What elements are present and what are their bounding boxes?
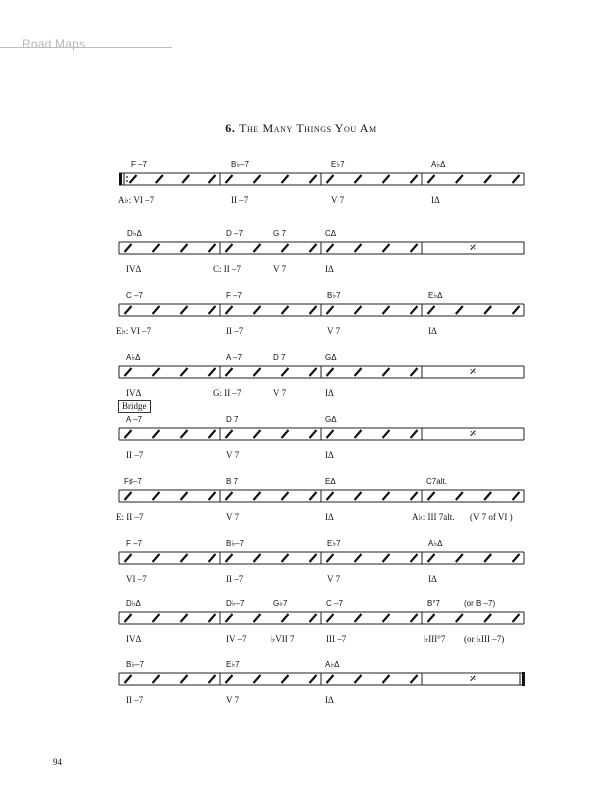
chord-symbol: A♭Δ — [325, 660, 340, 669]
slash-beat — [209, 554, 216, 562]
slash-beat — [383, 492, 390, 500]
roman-numeral: V 7 — [226, 512, 240, 522]
slash-beat — [355, 244, 362, 252]
slash-beat — [383, 614, 390, 622]
slash-beat — [428, 492, 435, 500]
slash-beat — [411, 675, 418, 683]
slash-beat — [181, 306, 188, 314]
chord-symbol: CΔ — [325, 229, 337, 238]
chord-symbol: D 7 — [226, 415, 239, 424]
chord-symbol: F♯–7 — [124, 477, 142, 486]
slash-beat — [181, 614, 188, 622]
slash-beat — [125, 675, 132, 683]
chord-symbol: G 7 — [273, 229, 286, 238]
roman-numeral: ♭III°7 — [424, 634, 446, 644]
chord-symbol: F –7 — [131, 160, 148, 169]
slash-beat — [428, 554, 435, 562]
slash-beat — [310, 554, 317, 562]
roman-numeral: V 7 — [226, 695, 240, 705]
slash-beat — [254, 492, 261, 500]
slash-beat — [411, 430, 418, 438]
staff-system-6 — [0, 477, 602, 527]
slash-beat — [153, 492, 160, 500]
roman-numeral-annotation: (V 7 of VI ) — [470, 512, 513, 522]
slash-beat — [310, 306, 317, 314]
slash-beat — [181, 492, 188, 500]
slash-beat — [182, 175, 189, 183]
roman-numeral: IV –7 — [226, 634, 247, 644]
roman-numeral: A♭: VI –7 — [118, 195, 155, 205]
slash-beat — [310, 614, 317, 622]
roman-numeral: IΔ — [325, 450, 334, 460]
slash-beat — [411, 368, 418, 376]
measure-repeat-sign: 𝄎 — [469, 241, 477, 256]
tune-title — [0, 121, 602, 136]
chord-symbol: GΔ — [325, 353, 337, 362]
chord-symbol: D 7 — [273, 353, 286, 362]
slash-beat — [428, 175, 435, 183]
chord-symbol: F –7 — [126, 539, 143, 548]
slash-beat — [153, 614, 160, 622]
slash-beat — [513, 554, 520, 562]
staff-system-5 — [0, 415, 602, 465]
slash-beat — [226, 244, 233, 252]
slash-beat — [125, 244, 132, 252]
slash-beat — [411, 554, 418, 562]
staff — [0, 229, 602, 279]
slash-beat — [254, 675, 261, 683]
slash-beat — [327, 306, 334, 314]
roman-numeral: V 7 — [331, 195, 345, 205]
slash-beat — [209, 306, 216, 314]
tune-name: The Many Things You Am — [239, 121, 377, 135]
slash-beat — [411, 306, 418, 314]
slash-beat — [254, 175, 261, 183]
slash-beat — [327, 175, 334, 183]
chord-symbol: B°7 — [427, 599, 440, 608]
slash-beat — [209, 430, 216, 438]
slash-beat — [254, 430, 261, 438]
roman-numeral: IΔ — [428, 574, 437, 584]
roman-numeral: V 7 — [327, 574, 341, 584]
slash-beat — [282, 368, 289, 376]
running-header: Road Maps — [22, 37, 86, 51]
page-number: 94 — [53, 757, 62, 767]
roman-numeral: II –7 — [226, 326, 244, 336]
slash-beat — [181, 244, 188, 252]
measure-repeat-sign: 𝄎 — [469, 427, 477, 442]
chord-symbol: B♭7 — [327, 291, 341, 300]
staff — [0, 660, 602, 710]
roman-numeral: G: II –7 — [213, 388, 242, 398]
tune-number: 6. — [225, 121, 236, 135]
staff — [0, 291, 602, 341]
slash-beat — [383, 306, 390, 314]
slash-beat — [383, 675, 390, 683]
roman-numeral: IVΔ — [126, 264, 142, 274]
chord-symbol: EΔ — [325, 477, 336, 486]
slash-beat — [383, 368, 390, 376]
slash-beat — [355, 554, 362, 562]
measure-repeat-sign: 𝄎 — [469, 672, 477, 687]
chord-symbol: F –7 — [226, 291, 243, 300]
slash-beat — [125, 492, 132, 500]
slash-beat — [254, 244, 261, 252]
slash-beat — [484, 175, 491, 183]
slash-beat — [484, 492, 491, 500]
roman-numeral: IΔ — [428, 326, 437, 336]
roman-numeral: IΔ — [325, 264, 334, 274]
chord-symbol: E♭7 — [226, 660, 240, 669]
slash-beat — [153, 244, 160, 252]
slash-beat — [153, 675, 160, 683]
roman-numeral: IΔ — [325, 512, 334, 522]
chord-symbol: D♭–7 — [226, 599, 245, 608]
slash-beat — [153, 368, 160, 376]
slash-beat — [156, 175, 163, 183]
staff-system-2 — [0, 229, 602, 279]
slash-beat — [327, 244, 334, 252]
roman-numeral: IVΔ — [126, 388, 142, 398]
roman-numeral: II –7 — [126, 695, 144, 705]
repeat-start-thick-bar — [119, 173, 122, 185]
slash-beat — [411, 175, 418, 183]
measure-repeat-sign: 𝄎 — [469, 365, 477, 380]
slash-beat — [226, 430, 233, 438]
staff-system-4 — [0, 353, 602, 403]
chord-symbol: A♭Δ — [431, 160, 446, 169]
slash-beat — [254, 368, 261, 376]
slash-beat — [310, 675, 317, 683]
slash-beat — [310, 368, 317, 376]
staff — [0, 353, 602, 403]
slash-beat — [456, 306, 463, 314]
chord-symbol: E♭Δ — [428, 291, 443, 300]
chord-symbol: B♭–7 — [231, 160, 250, 169]
slash-beat — [383, 554, 390, 562]
chord-symbol: B 7 — [226, 477, 239, 486]
slash-beat — [513, 492, 520, 500]
roman-numeral: II –7 — [231, 195, 249, 205]
chord-symbol: G♭7 — [273, 599, 288, 608]
slash-beat — [327, 554, 334, 562]
roman-numeral: IΔ — [325, 388, 334, 398]
slash-beat — [310, 492, 317, 500]
slash-beat — [428, 306, 435, 314]
slash-beat — [355, 675, 362, 683]
repeat-dot — [126, 180, 128, 182]
slash-beat — [484, 614, 491, 622]
roman-numeral: ♭VII 7 — [271, 634, 295, 644]
slash-beat — [226, 675, 233, 683]
roman-numeral: E: II –7 — [116, 512, 144, 522]
slash-beat — [327, 492, 334, 500]
roman-numeral: V 7 — [273, 388, 287, 398]
roman-numeral: IΔ — [325, 695, 334, 705]
slash-beat — [226, 554, 233, 562]
staff — [0, 539, 602, 589]
chord-symbol: A –7 — [226, 353, 243, 362]
slash-beat — [513, 614, 520, 622]
staff — [0, 415, 602, 465]
staff-system-3 — [0, 291, 602, 341]
roman-numeral: A♭: III 7alt. — [412, 512, 455, 522]
slash-beat — [153, 430, 160, 438]
chord-symbol: E♭7 — [331, 160, 345, 169]
final-thick-bar — [522, 672, 525, 686]
slash-beat — [355, 306, 362, 314]
slash-beat — [181, 675, 188, 683]
slash-beat — [226, 614, 233, 622]
slash-beat — [181, 430, 188, 438]
slash-beat — [282, 430, 289, 438]
slash-beat — [355, 430, 362, 438]
chord-symbol: B♭–7 — [126, 660, 145, 669]
slash-beat — [383, 244, 390, 252]
slash-beat — [181, 554, 188, 562]
roman-numeral: II –7 — [126, 450, 144, 460]
slash-beat — [125, 614, 132, 622]
slash-beat — [456, 492, 463, 500]
roman-numeral: V 7 — [327, 326, 341, 336]
slash-beat — [226, 175, 233, 183]
slash-beat — [310, 175, 317, 183]
chord-symbol: B♭–7 — [226, 539, 245, 548]
roman-numeral: VI –7 — [126, 574, 147, 584]
roman-numeral: IVΔ — [126, 634, 142, 644]
header-rule — [0, 47, 172, 48]
slash-beat — [282, 492, 289, 500]
slash-beat — [310, 430, 317, 438]
staff-system-7 — [0, 539, 602, 589]
slash-beat — [383, 175, 390, 183]
chord-symbol: D –7 — [226, 229, 243, 238]
slash-beat — [282, 244, 289, 252]
roman-numeral-alt: (or ♭III –7) — [464, 634, 505, 644]
slash-beat — [125, 306, 132, 314]
chord-symbol: D♭Δ — [126, 599, 141, 608]
chord-symbol: A –7 — [126, 415, 143, 424]
roman-numeral: E♭: VI –7 — [116, 326, 152, 336]
staff-system-1 — [0, 160, 602, 210]
slash-beat — [456, 175, 463, 183]
chord-symbol: A♭Δ — [428, 539, 443, 548]
slash-beat — [209, 614, 216, 622]
slash-beat — [310, 244, 317, 252]
slash-beat — [327, 614, 334, 622]
roman-numeral: V 7 — [273, 264, 287, 274]
slash-beat — [484, 306, 491, 314]
roman-numeral: III –7 — [326, 634, 347, 644]
slash-beat — [209, 244, 216, 252]
slash-beat — [355, 368, 362, 376]
chord-symbol: C –7 — [326, 599, 343, 608]
slash-beat — [153, 306, 160, 314]
chord-symbol: E♭7 — [327, 539, 341, 548]
staff — [0, 599, 602, 649]
slash-beat — [282, 554, 289, 562]
slash-beat — [153, 554, 160, 562]
slash-beat — [383, 430, 390, 438]
chord-symbol: D♭Δ — [127, 229, 142, 238]
slash-beat — [411, 614, 418, 622]
repeat-dot — [126, 176, 128, 178]
slash-beat — [327, 675, 334, 683]
slash-beat — [411, 492, 418, 500]
slash-beat — [282, 175, 289, 183]
slash-beat — [456, 614, 463, 622]
slash-beat — [226, 306, 233, 314]
slash-beat — [226, 368, 233, 376]
slash-beat — [484, 554, 491, 562]
slash-beat — [355, 614, 362, 622]
slash-beat — [254, 554, 261, 562]
slash-beat — [125, 368, 132, 376]
slash-beat — [513, 175, 520, 183]
staff-system-8 — [0, 599, 602, 649]
chord-symbol: C –7 — [126, 291, 143, 300]
chord-symbol-alt: (or B –7) — [464, 599, 496, 608]
slash-beat — [327, 430, 334, 438]
chord-symbol: C7alt. — [426, 477, 447, 486]
slash-beat — [254, 306, 261, 314]
slash-beat — [282, 306, 289, 314]
slash-beat — [513, 306, 520, 314]
slash-beat — [209, 175, 216, 183]
slash-beat — [209, 675, 216, 683]
slash-beat — [282, 614, 289, 622]
staff-system-9 — [0, 660, 602, 710]
slash-beat — [125, 430, 132, 438]
slash-beat — [355, 175, 362, 183]
slash-beat — [226, 492, 233, 500]
slash-beat — [209, 492, 216, 500]
roman-numeral: V 7 — [226, 450, 240, 460]
slash-beat — [428, 614, 435, 622]
roman-numeral: C: II –7 — [213, 264, 241, 274]
slash-beat — [209, 368, 216, 376]
slash-beat — [254, 614, 261, 622]
roman-numeral: IΔ — [431, 195, 440, 205]
section-label-bridge: Bridge — [118, 400, 151, 413]
chord-symbol: A♭Δ — [126, 353, 141, 362]
slash-beat — [130, 175, 137, 183]
slash-beat — [355, 492, 362, 500]
roman-numeral: II –7 — [226, 574, 244, 584]
slash-beat — [456, 554, 463, 562]
slash-beat — [327, 368, 334, 376]
slash-beat — [125, 554, 132, 562]
staff — [0, 160, 602, 210]
slash-beat — [282, 675, 289, 683]
chord-symbol: GΔ — [325, 415, 337, 424]
slash-beat — [181, 368, 188, 376]
slash-beat — [411, 244, 418, 252]
